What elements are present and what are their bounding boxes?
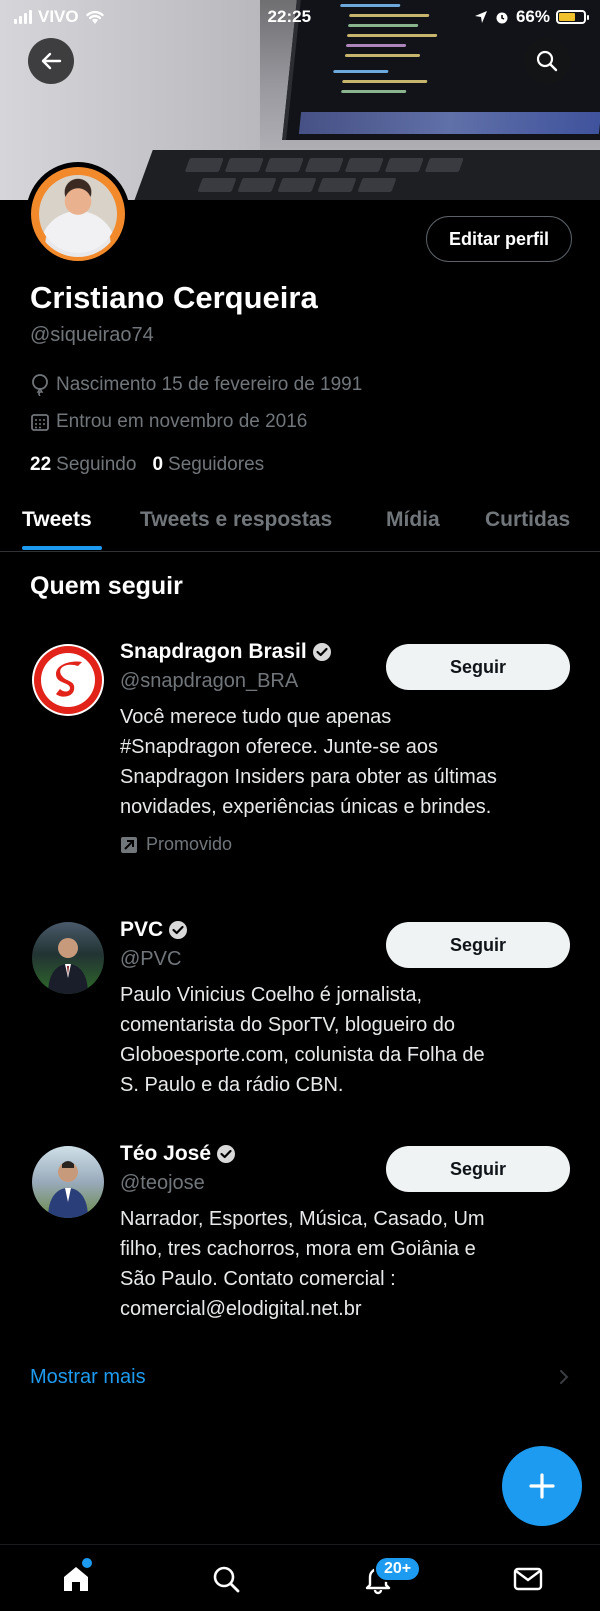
balloon-icon: [30, 374, 50, 396]
arrow-left-icon: [40, 50, 62, 72]
mail-icon: [512, 1563, 544, 1595]
account-handle: @snapdragon_BRA: [120, 670, 299, 692]
account-avatar[interactable]: [32, 922, 104, 994]
profile-handle: @siqueirao74: [30, 324, 154, 346]
who-to-follow-title: Quem seguir: [30, 572, 183, 600]
location-icon: [474, 10, 488, 24]
snapdragon-logo-icon: [32, 644, 104, 716]
plus-icon: [527, 1471, 557, 1501]
tab-tweets-replies[interactable]: Tweets e respostas: [140, 508, 333, 531]
person-photo-icon: [32, 922, 104, 994]
wifi-icon: [85, 9, 105, 25]
back-button[interactable]: [28, 38, 74, 84]
calendar-icon: [30, 412, 50, 432]
alarm-icon: [494, 9, 510, 25]
edit-profile-button[interactable]: Editar perfil: [426, 216, 572, 262]
verified-badge-icon: [216, 1144, 236, 1164]
verified-badge-icon: [312, 642, 332, 662]
account-bio: Você merece tudo que apenas #Snapdragon oferece. Junte-se aos Snapdragon Insiders para obter as últimas novidades, experiências únicas e brindes.: [120, 706, 497, 818]
nav-messages[interactable]: [508, 1559, 548, 1599]
birth-text: Nascimento 15 de fevereiro de 1991: [56, 374, 363, 395]
search-icon: [535, 49, 559, 73]
carrier-label: VIVO: [38, 7, 79, 26]
birth-info: [30, 374, 362, 396]
following-link[interactable]: 22 Seguindo: [30, 454, 137, 475]
account-bio: Paulo Vinicius Coelho é jornalista, comentarista do SporTV, blogueiro do Globoesporte.com, colunista da Folha de S. Paulo e da rádio CBN.: [120, 984, 485, 1096]
account-name[interactable]: Snapdragon Brasil: [120, 640, 332, 664]
nav-search[interactable]: [206, 1559, 246, 1599]
profile-tabs: [0, 496, 600, 552]
joined-info: [30, 411, 307, 433]
account-name[interactable]: Téo José: [120, 1142, 236, 1166]
promoted-label: Promovido: [120, 834, 232, 855]
chevron-right-icon[interactable]: [558, 1368, 570, 1386]
show-more-link[interactable]: Mostrar mais: [30, 1366, 146, 1388]
compose-tweet-button[interactable]: [502, 1446, 582, 1526]
notifications-badge: 20+: [374, 1556, 421, 1582]
profile-name: Cristiano Cerqueira: [30, 280, 318, 315]
joined-text: Entrou em novembro de 2016: [56, 411, 308, 432]
follow-button[interactable]: Seguir: [386, 922, 570, 968]
follow-button[interactable]: Seguir: [386, 1146, 570, 1192]
account-name[interactable]: PVC: [120, 918, 188, 942]
signal-icon: [14, 10, 32, 24]
tab-media[interactable]: Mídia: [386, 508, 440, 531]
account-handle: @teojose: [120, 1172, 205, 1194]
followers-link[interactable]: 0 Seguidores: [152, 454, 265, 475]
home-unread-dot: [82, 1558, 92, 1568]
account-bio: Narrador, Esportes, Música, Casado, Um filho, tres cachorros, mora em Goiânia e São Paulo. Contato comercial : comercial@elodigital.net.br: [120, 1208, 485, 1320]
search-button[interactable]: [524, 38, 570, 84]
verified-badge-icon: [168, 920, 188, 940]
account-avatar[interactable]: [32, 1146, 104, 1218]
account-avatar[interactable]: [32, 644, 104, 716]
active-tab-indicator: [22, 546, 102, 550]
bottom-navigation: [0, 1544, 600, 1611]
tab-tweets[interactable]: Tweets: [22, 508, 92, 531]
account-handle: @PVC: [120, 948, 182, 970]
promoted-icon: [120, 836, 138, 854]
battery-icon: [556, 10, 586, 24]
tab-likes[interactable]: Curtidas: [485, 508, 571, 531]
battery-percent: 66%: [515, 7, 550, 26]
person-photo-icon: [32, 1146, 104, 1218]
search-icon: [210, 1563, 242, 1595]
status-bar: [0, 0, 600, 34]
follow-button[interactable]: Seguir: [386, 644, 570, 690]
clock: 22:25: [267, 7, 312, 26]
profile-avatar[interactable]: [26, 162, 130, 266]
follow-stats: [30, 454, 264, 476]
